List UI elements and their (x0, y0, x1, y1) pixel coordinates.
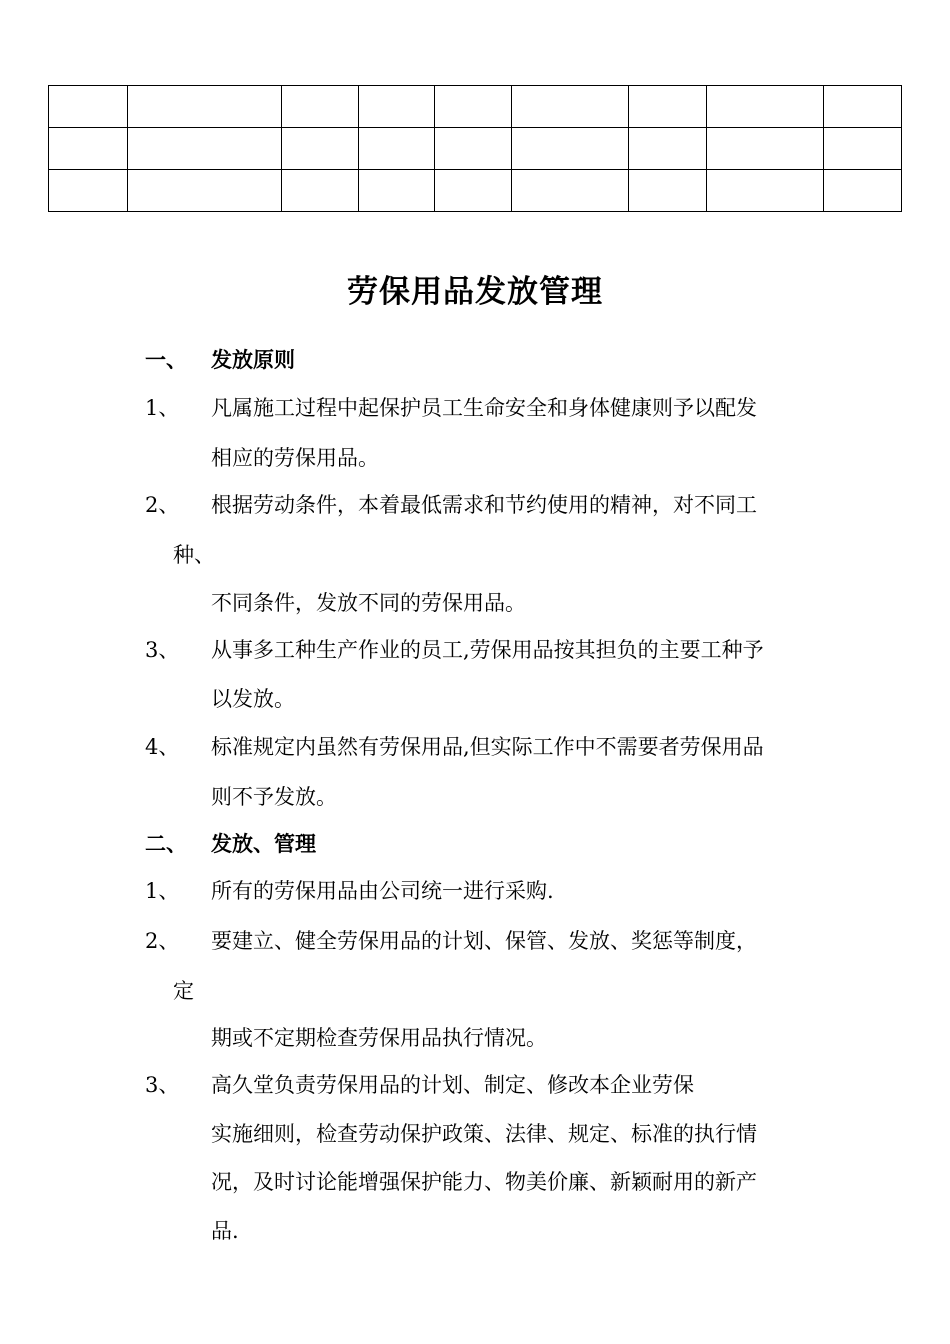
item-text-continued: 况，及时讨论能增强保护能力、物美价廉、新颖耐用的新产 (211, 1170, 757, 1194)
table-cell (49, 128, 128, 170)
table-cell (359, 170, 435, 212)
table-cell (707, 128, 824, 170)
item-number: 4、 (145, 735, 180, 759)
table-cell (49, 170, 128, 212)
table-cell (435, 86, 512, 128)
item-text: 高久堂负责劳保用品的计划、制定、修改本企业劳保 (211, 1073, 694, 1097)
item-number: 3、 (145, 1073, 180, 1097)
table-row (49, 128, 902, 170)
table-cell (629, 170, 707, 212)
table-cell (435, 170, 512, 212)
item-text-continued: 不同条件，发放不同的劳保用品。 (211, 591, 526, 615)
item-number: 1、 (145, 879, 180, 903)
item-text: 根据劳动条件，本着最低需求和节约使用的精神，对不同工 (211, 493, 757, 517)
section-number: 二、 (145, 831, 187, 856)
item-text-continued: 实施细则，检查劳动保护政策、法律、规定、标准的执行情 (211, 1122, 757, 1146)
item-text: 所有的劳保用品由公司统一进行采购. (211, 879, 554, 903)
table-cell (824, 86, 902, 128)
item-text-continued: 以发放。 (211, 687, 295, 711)
item-text: 要建立、健全劳保用品的计划、保管、发放、奖惩等制度， (211, 929, 757, 953)
table-cell (435, 128, 512, 170)
item-text-wrap: 种、 (173, 543, 215, 567)
table-cell (128, 128, 282, 170)
item-text: 从事多工种生产作业的员工,劳保用品按其担负的主要工种予 (211, 638, 764, 662)
item-text-continued: 则不予发放。 (211, 785, 337, 809)
table-cell (629, 128, 707, 170)
item-text: 凡属施工过程中起保护员工生命安全和身体健康则予以配发 (211, 396, 757, 420)
table-cell (359, 128, 435, 170)
table-row (49, 170, 902, 212)
item-text-continued: 期或不定期检查劳保用品执行情况。 (211, 1026, 547, 1050)
table-row (49, 86, 902, 128)
item-text-wrap: 定 (173, 979, 194, 1003)
section-heading: 发放、管理 (211, 831, 316, 856)
table-cell (512, 128, 629, 170)
table-cell (49, 86, 128, 128)
table-cell (512, 170, 629, 212)
table-cell (512, 86, 629, 128)
table-cell (128, 86, 282, 128)
section-number: 一、 (145, 347, 187, 372)
table-cell (824, 170, 902, 212)
item-number: 2、 (145, 929, 180, 953)
item-number: 3、 (145, 638, 180, 662)
blank-header-table (48, 85, 902, 212)
page-title: 劳保用品发放管理 (347, 274, 603, 310)
item-text-continued: 相应的劳保用品。 (211, 446, 379, 470)
table-cell (282, 128, 359, 170)
item-number: 1、 (145, 396, 180, 420)
item-number: 2、 (145, 493, 180, 517)
table-cell (824, 128, 902, 170)
table-cell (707, 170, 824, 212)
item-text-continued: 品. (211, 1219, 239, 1243)
table-cell (629, 86, 707, 128)
table-cell (359, 86, 435, 128)
section-heading: 发放原则 (211, 347, 295, 372)
table-cell (128, 170, 282, 212)
table-cell (282, 86, 359, 128)
table-cell (707, 86, 824, 128)
item-text: 标准规定内虽然有劳保用品,但实际工作中不需要者劳保用品 (211, 735, 764, 759)
table-cell (282, 170, 359, 212)
